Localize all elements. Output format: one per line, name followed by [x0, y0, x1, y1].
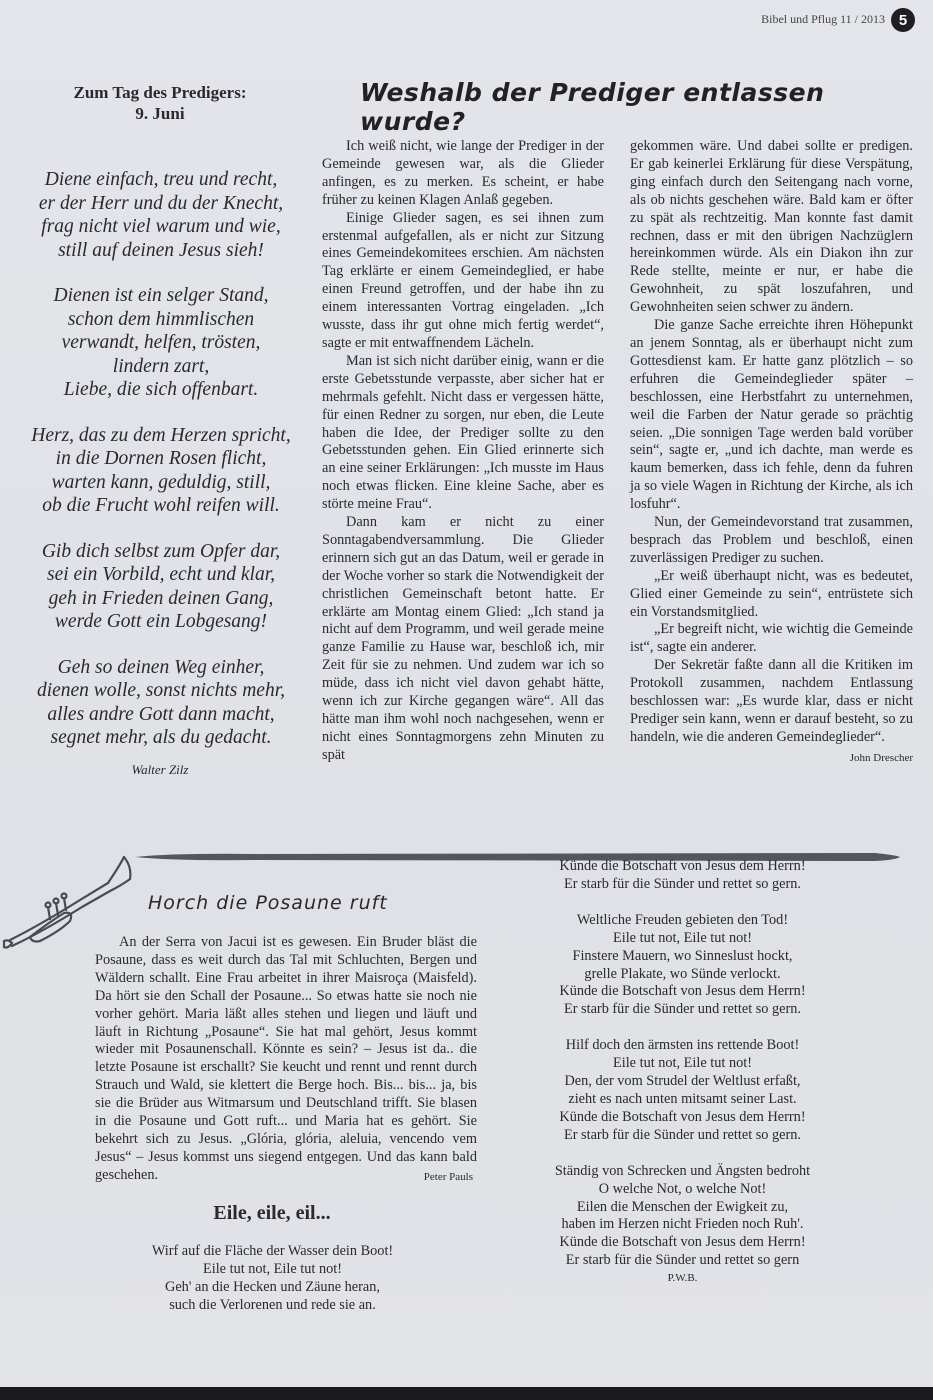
article-title: Weshalb der Prediger entlassen wurde? — [360, 78, 825, 136]
poem-stanza — [22, 656, 300, 750]
song-line: Den, der vom Strudel der Weltlust erfaßt, — [564, 1073, 801, 1090]
poem-body — [22, 168, 300, 772]
poem-stanza — [22, 168, 300, 262]
poem-stanza — [22, 424, 300, 518]
poem-line: ob die Frucht wohl reifen will. — [42, 495, 280, 516]
poem-line: in die Dornen Rosen flicht, — [55, 448, 267, 469]
poem-stanza — [22, 284, 300, 402]
poem-title-line: 9. Juni — [135, 104, 185, 123]
article-paragraph: Einige Glieder sagen, es sei ihnen zum erstenmal aufgefallen, als er nicht zur Sitzung eines Gemeindekomitees erschien. Am nächsten Tag erklärte er einem Gemeindeglied, er habe einen Freund getroffen, und der habe ihn zu einem interessanten Vortrag eingeladen. „Ich wusste, dass ihr gut ohne mich fertig werdet“, sagte er mit entwaffnendem Lächeln. — [322, 209, 604, 351]
poem-line: werde Gott ein Lobgesang! — [54, 611, 268, 632]
poem-line: frag nicht viel warum und wie, — [41, 216, 281, 237]
poem-line: alles andre Gott dann macht, — [47, 703, 275, 725]
article-paragraph: Ich weiß nicht, wie lange der Prediger in der Gemeinde gewesen war, als die Glieder anfingen, es zu merken. Es scheint, er habe früher zu keinen Klagen Anlaß gegeben. — [322, 138, 604, 208]
article-paragraph: Man ist sich nicht darüber einig, wann er die erste Gebetsstunde verpasste, aber sicher hat er mehrmals gefehlt. Nicht dass er vergessen hätte, für einen Redner zu sorgen, nur eben, die Leute haben die Idee, der Prediger sollte zu den Gebetsstunden gehen. Ein Glied erinnerte sich an eine seiner Erklärungen: „Ich musste im Haus noch etwas flicken. Eine kleine Sache, aber es störte meine Frau“. — [322, 352, 604, 513]
song-line: Künde die Botschaft von Jesus dem Herrn! — [559, 1234, 806, 1251]
eile-lines — [100, 1242, 445, 1314]
article-paragraph: „Er begreift nicht, wie wichtig die Gemeinde ist“, sagte ein anderer. — [630, 621, 913, 656]
header-info: Bibel und Pflug 11 / 2013 — [761, 12, 885, 26]
song-line: Hilf doch den ärmsten ins rettende Boot! — [565, 1037, 800, 1054]
poem-line: Liebe, die sich offenbart. — [63, 379, 259, 400]
article-column-1 — [322, 138, 604, 765]
posaune-author: Peter Pauls — [423, 1170, 473, 1183]
poem-title-line: Zum Tag des Predigers: — [73, 83, 247, 102]
song-line: Weltliche Freuden gebieten den Tod! — [576, 911, 789, 928]
poem-line: Geh so deinen Weg einher, — [57, 656, 265, 678]
poem-line: Dienen ist ein selger Stand, — [53, 285, 269, 306]
bottom-edge — [0, 1387, 933, 1400]
song-line: Eile tut not, Eile tut not! — [613, 1055, 752, 1072]
article-paragraph: Nun, der Gemeindevorstand trat zusammen, besprach das Problem und beschloß, einen zuverlässigen Prediger zu suchen. — [630, 514, 913, 566]
eile-line: Wirf auf die Fläche der Wasser dein Boot! — [151, 1243, 394, 1259]
article-paragraph: gekommen wäre. Und dabei sollte er predigen. Er gab keinerlei Erklärung für diese Verspätung, ging einfach durch den Seitengang nach vorne, als ob nichts geschehen wäre. Bald kam er öfter zu spät als rechtzeitig. Man konnte fast damit rechnen, dass er mit den übrigen Nachzüglern hereinkommen würde. Als ein Diakon ihn zur Rede stellte, meinte er nur, er habe die Gewohnheit, zu spät loszufahren, und Gewohnheiten seien schwer zu ändern. — [630, 138, 913, 316]
article-author: John Drescher — [849, 751, 913, 764]
page-number-badge: 5 — [891, 8, 915, 32]
posaune-story — [95, 934, 477, 1187]
song-verse — [535, 912, 830, 1019]
poem-line: Herz, das zu dem Herzen spricht, — [31, 424, 291, 446]
poem-line: geh in Frieden deinen Gang, — [48, 587, 274, 609]
song-line: Eilen die Menschen der Ewigkeit zu, — [576, 1198, 789, 1215]
article-paragraph: Dann kam er nicht zu einer Sonntagabendversammlung. Die Glieder erinnern sich gut an das Datum, weil er gerade in der Woche vorher so stark die Notwendigkeit der christlichen Gemeinschaft betont hatte. Er erklärte am Montag einem Glied: „Ich stand ja nicht auf dem Programm, und weil gerade meine ganze Familie zu Hause war, beschloß ich, mir Zeit für sie zu nehmen. Und zudem war ich so müde, dass ich nicht viel davon gehabt hätte, wenn ich zur Kirche gegangen wäre“. All das hätte man ihm wohl noch nachgesehen, wenn er nicht eines Sonntagmorgens zehn Minuten zu spät — [322, 514, 604, 763]
article-paragraph: Die ganze Sache erreichte ihren Höhepunkt an jenem Sonntag, als er überhaupt nicht zum Gottesdienst kam. Er hatte ganz plötzlich – so erfuhren die Gemeindeglieder später – beschlossen, eine Herbstfahrt zu unternehmen, weil die Farben der Natur gerade so prächtig seien. „Die sonnigen Tage werden bald vorüber sein“, sagte er, „und ich dachte, man werde es kaum bemerken, dass ich fehle, denn da fuhren ja so viele Wagen in Richtung der Kirche, als ich losfuhr“. — [630, 317, 913, 513]
song-verse — [535, 858, 830, 894]
poem-line: schon dem himmlischen — [67, 308, 255, 330]
song-line: grelle Plakate, wo Sünde verlockt. — [584, 965, 781, 982]
poem-line: Gib dich selbst zum Opfer dar, — [41, 540, 281, 562]
article-column-2 — [630, 138, 913, 768]
poem-line: sei ein Vorbild, echt und klar, — [46, 564, 275, 585]
song-line: Er starb für die Sünder und rettet so gern. — [563, 1126, 802, 1143]
song-line: Ständig von Schrecken und Ängsten bedroht — [554, 1162, 811, 1179]
eile-title: Eile, eile, eil... — [213, 1202, 331, 1224]
posaune-title: Horch die Posaune ruft — [148, 892, 388, 914]
poem-line: er der Herr und du der Knecht, — [38, 192, 284, 214]
song-line: Künde die Botschaft von Jesus dem Herrn! — [559, 858, 806, 874]
song-line: Er starb für die Sünder und rettet so gern. — [563, 875, 802, 892]
poem-line: Diene einfach, treu und recht, — [44, 169, 278, 190]
poem-line: warten kann, geduldig, still, — [51, 471, 271, 493]
song-line: Eile tut not, Eile tut not! — [613, 929, 752, 946]
posaune-paragraph — [95, 934, 477, 1185]
eile-line: Eile tut not, Eile tut not! — [203, 1261, 342, 1277]
article-paragraph: „Er weiß überhaupt nicht, was es bedeutet, Glied einer Gemeinde zu sein“, entrüstete sich ein Vorstandsmitglied. — [630, 567, 913, 620]
poem-line: verwandt, helfen, trösten, — [61, 332, 261, 353]
song-line: O welche Not, o welche Not! — [598, 1180, 767, 1197]
song-line: Er starb für die Sünder und rettet so gern. — [563, 1001, 802, 1018]
poem-stanza — [22, 540, 300, 634]
song-line: Künde die Botschaft von Jesus dem Herrn! — [559, 983, 806, 1000]
posaune-text: An der Serra von Jacui ist es gewesen. Ein Bruder bläst die Posaune, dass es weit durch das Tal mit Schluchten, Bergen und Wäldern schallt. Eine Frau arbeitet in ihrer Maisroça (Maisfeld). Da hört sie den Schall der Posaune... So etwas hatte sie noch nie vorher gehört. Maria läßt alles stehen und liegen und läuft und läuft in Richtung „Posaune“. Sie hat mal gehört, Jesus kommt wieder mit Posaunenschall. Könnte es sein? – Jesus ist da.. die letzte Posaune ist erschallt? Sie keucht und rennt und rennt durch Strauch und Wald, sie klettert die Berge hoch. Bis... bis... ja, bis sie die Brüder aus Witmarsum und Deutschland trifft. Sie blasen in die Posaune und Gott ruft... und Maria hat es gehört. Sie bekehrt sich zu Jesus. „Glória, glória, aleluia, vencendo vem Jesus“ – Jesus kommst uns siegend entgegen. Und das kann bald geschehen. — [95, 934, 477, 1183]
poem-line: dienen wolle, sonst nichts mehr, — [36, 680, 286, 701]
poem-line: segnet mehr, als du gedacht. — [50, 727, 272, 748]
eile-line: such die Verlorenen und rede sie an. — [169, 1297, 376, 1313]
article-paragraph: Der Sekretär faßte dann all die Kritiken im Protokoll zusammen, nachdem Entlassung beschlossen war: „Es wurde klar, dass er nicht Prediger sein kann, wenn er darauf besteht, so zu handeln, wie die anderen Gemeindeglieder“. John Drescher — [630, 657, 913, 747]
poem-author: Walter Zilz — [131, 762, 189, 777]
song-line: Er starb für die Sünder und rettet so gern — [565, 1252, 800, 1269]
song-line: Finstere Mauern, wo Sinneslust hockt, — [572, 947, 793, 964]
eile-line: Geh' an die Hecken und Zäune heran, — [165, 1279, 380, 1295]
poem-title — [40, 82, 280, 124]
song-line: Künde die Botschaft von Jesus dem Herrn! — [559, 1108, 806, 1125]
song-line: haben im Herzen nicht Frieden noch Ruh'. — [561, 1216, 804, 1233]
poem-line: lindern zart, — [112, 355, 210, 377]
song-author: P.W.B. — [667, 1272, 698, 1285]
poem-line: still auf deinen Jesus sieh! — [58, 239, 264, 261]
song-verse — [535, 1163, 830, 1288]
song-verse — [535, 1037, 830, 1144]
song-line: zieht es nach unten mitsamt seiner Last. — [568, 1090, 797, 1107]
song-verses — [535, 858, 830, 1288]
